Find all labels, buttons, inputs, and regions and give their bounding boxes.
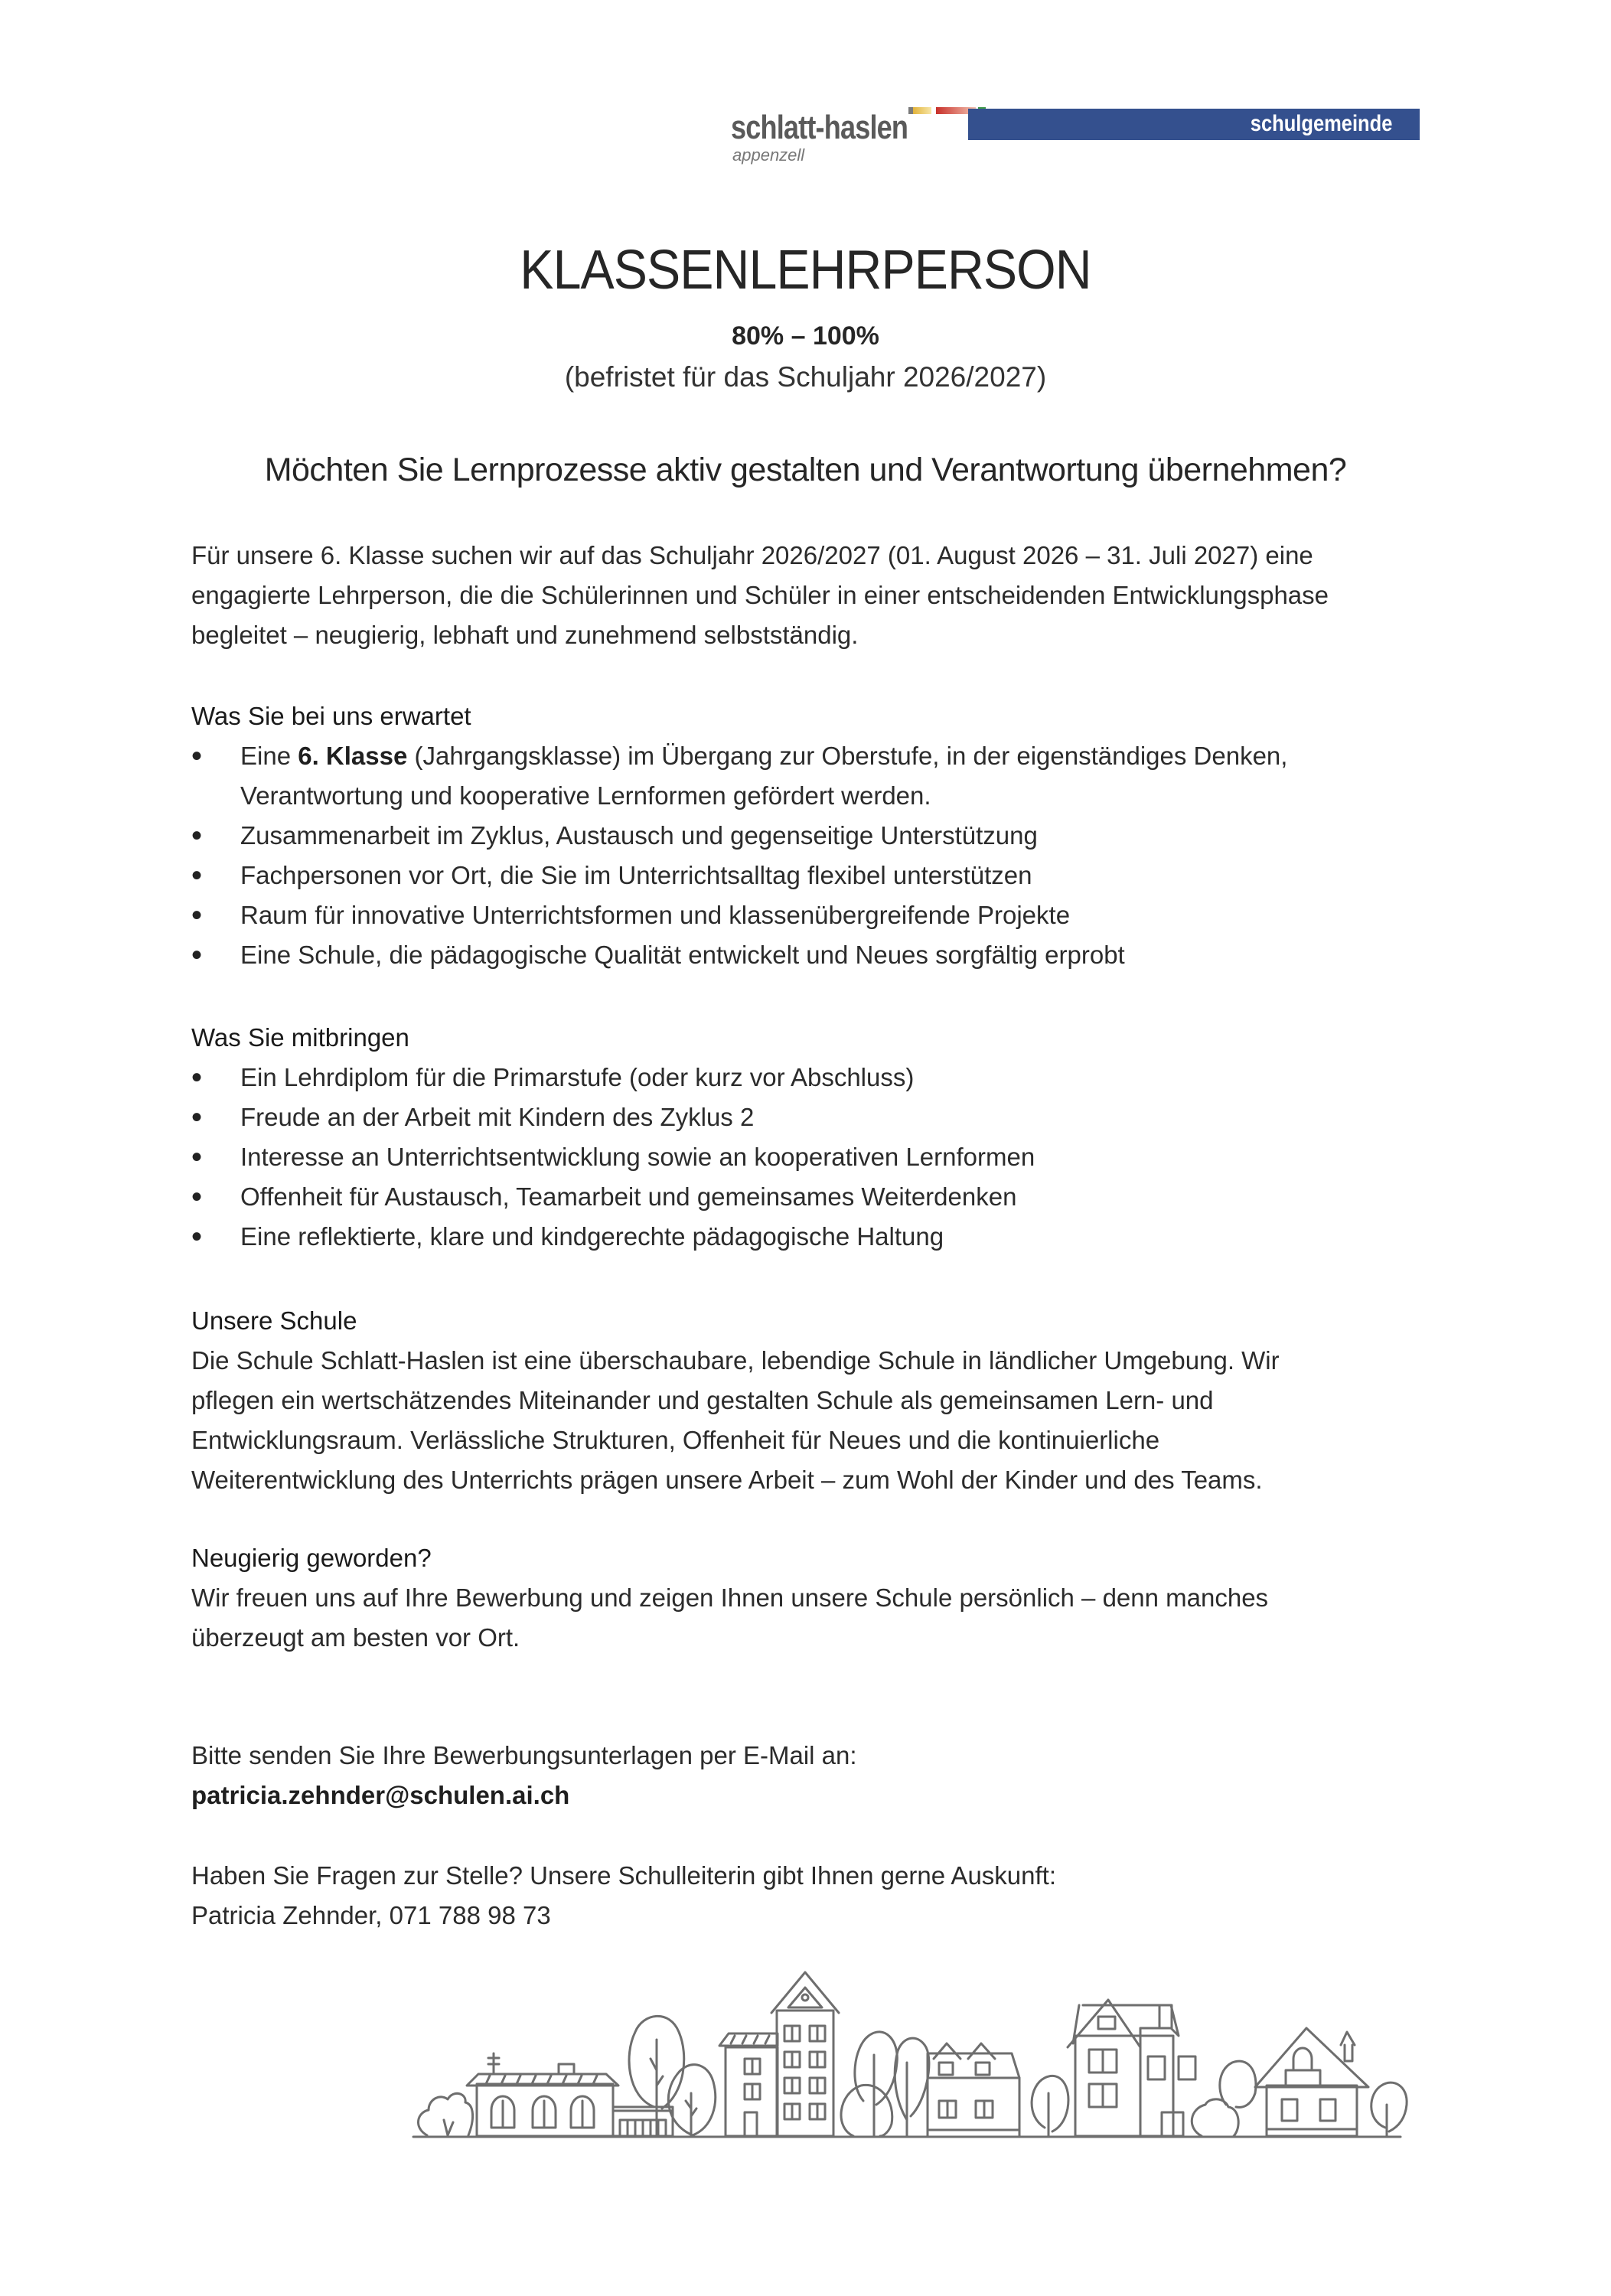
questions-text: Haben Sie Fragen zur Stelle? Unsere Schulleiterin gibt Ihnen gerne Auskunft: bbox=[191, 1861, 1057, 1890]
list-item: • Offenheit für Austausch, Teamarbeit und gemeinsames Weiterdenken bbox=[191, 1177, 1431, 1217]
list-item: • Freude an der Arbeit mit Kindern des Zyklus 2 bbox=[191, 1097, 1431, 1137]
logo-name: schlatt-haslen bbox=[731, 109, 908, 146]
curious-line: Wir freuen uns auf Ihre Bewerbung und zeigen Ihnen unsere Schule persönlich – denn manches bbox=[191, 1583, 1269, 1612]
logo-stripe-yellow bbox=[908, 107, 931, 114]
section-heading: Unsere Schule bbox=[191, 1306, 357, 1335]
section-heading: Neugierig geworden? bbox=[191, 1544, 432, 1572]
list-item-text: (Jahrgangsklasse) im Übergang zur Oberstufe, in der eigenständiges Denken, bbox=[407, 742, 1288, 770]
section-offer bbox=[191, 696, 1431, 975]
contact-person: Patricia Zehnder, 071 788 98 73 bbox=[191, 1901, 551, 1929]
curious-line: überzeugt am besten vor Ort. bbox=[191, 1623, 520, 1652]
list-item: • Eine Schule, die pädagogische Qualität entwickelt und Neues sorgfältig erprobt bbox=[191, 935, 1431, 975]
job-title: KLASSENLEHRPERSON bbox=[520, 240, 1091, 301]
list-item bbox=[191, 736, 1431, 816]
offer-list bbox=[191, 736, 1431, 975]
job-pensum: 80% – 100% bbox=[732, 321, 879, 351]
logo-bar bbox=[968, 109, 1420, 140]
school-line: Entwicklungsraum. Verlässliche Strukturen, Offenheit für Neues und die kontinuierliche bbox=[191, 1426, 1160, 1454]
list-item: • Ein Lehrdiplom für die Primarstufe (oder kurz vor Abschluss) bbox=[191, 1058, 1431, 1097]
list-item: • Fachpersonen vor Ort, die Sie im Unterrichtsalltag flexibel unterstützen bbox=[191, 856, 1431, 895]
job-question: Möchten Sie Lernprozesse aktiv gestalten und Verantwortung übernehmen? bbox=[264, 452, 1347, 488]
logo-subtitle: appenzell bbox=[732, 145, 805, 165]
village-illustration bbox=[406, 1971, 1423, 2154]
intro-paragraph bbox=[191, 536, 1431, 655]
intro-line: begleitet – neugierig, lebhaft und zunehmend selbstständig. bbox=[191, 621, 859, 649]
intro-line: Für unsere 6. Klasse suchen wir auf das Schuljahr 2026/2027 (01. August 2026 – 31. Juli 2027) eine bbox=[191, 541, 1313, 569]
list-item: • Interesse an Unterrichtsentwicklung sowie an kooperativen Lernformen bbox=[191, 1137, 1431, 1177]
job-term: (befristet für das Schuljahr 2026/2027) bbox=[564, 361, 1047, 393]
school-line: pflegen ein wertschätzendes Miteinander und gestalten Schule als gemeinsamen Lern- und bbox=[191, 1386, 1214, 1414]
contact-questions bbox=[191, 1856, 1431, 1936]
school-line: Weiterentwicklung des Unterrichts prägen unsere Arbeit – zum Wohl der Kinder und des Teams. bbox=[191, 1466, 1263, 1494]
section-curious bbox=[191, 1538, 1431, 1658]
section-heading: Was Sie bei uns erwartet bbox=[191, 702, 471, 730]
requirements-list bbox=[191, 1058, 1431, 1257]
school-logo bbox=[731, 107, 1420, 168]
email-link[interactable]: patricia.zehnder@schulen.ai.ch bbox=[191, 1781, 570, 1809]
intro-line: engagierte Lehrperson, die die Schülerinnen und Schüler in einer entscheidenden Entwicklungsphase bbox=[191, 581, 1329, 609]
school-line: Die Schule Schlatt-Haslen ist eine überschaubare, lebendige Schule in ländlicher Umgebung. Wir bbox=[191, 1346, 1280, 1375]
list-item: • Eine reflektierte, klare und kindgerechte pädagogische Haltung bbox=[191, 1217, 1431, 1257]
list-item: • Zusammenarbeit im Zyklus, Austausch und gegenseitige Unterstützung bbox=[191, 816, 1431, 856]
section-requirements bbox=[191, 1018, 1431, 1257]
section-heading: Was Sie mitbringen bbox=[191, 1023, 409, 1052]
village-houses-icon bbox=[406, 1971, 1423, 2154]
logo-tagline: schulgemeinde bbox=[1250, 111, 1392, 136]
list-item-text: Verantwortung und kooperative Lernformen gefördert werden. bbox=[240, 781, 931, 810]
list-item-text: Eine bbox=[240, 742, 298, 770]
apply-text: Bitte senden Sie Ihre Bewerbungsunterlagen per E-Mail an: bbox=[191, 1741, 857, 1769]
list-item-bold: 6. Klasse bbox=[298, 742, 408, 770]
contact-apply bbox=[191, 1736, 1431, 1815]
section-school bbox=[191, 1301, 1431, 1500]
list-item: • Raum für innovative Unterrichtsformen und klassenübergreifende Projekte bbox=[191, 895, 1431, 935]
